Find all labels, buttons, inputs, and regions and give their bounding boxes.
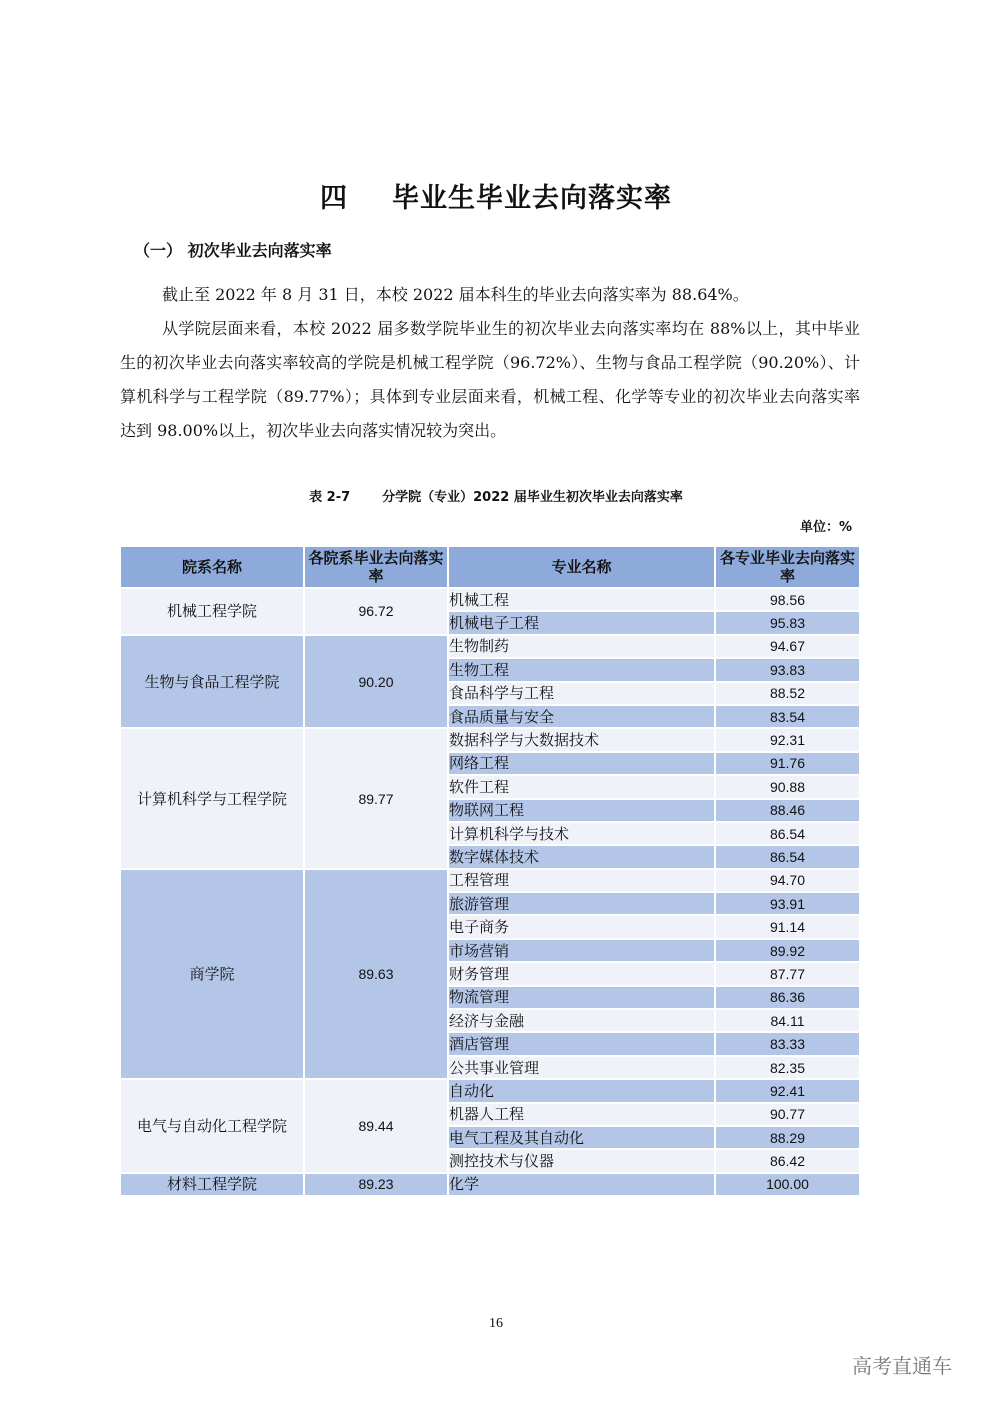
college-name: 生物与食品工程学院 (120, 635, 304, 729)
paragraph-summary: 截止至 2022 年 8 月 31 日，本校 2022 届本科生的毕业去向落实率为 88.64%。 (162, 285, 749, 304)
major-name: 软件工程 (448, 775, 715, 798)
table-row (120, 1079, 860, 1102)
header-college: 院系名称 (120, 546, 304, 588)
table-unit: 单位：% (799, 520, 852, 535)
college-rate: 89.44 (304, 1079, 448, 1173)
table-caption-title: 分学院（专业）2022 届毕业生初次毕业去向落实率 (382, 490, 683, 505)
page-number: 16 (489, 1316, 503, 1331)
header-major: 专业名称 (448, 546, 715, 588)
table-row (120, 869, 860, 892)
major-rate: 95.83 (715, 611, 860, 634)
major-name: 机械工程 (448, 588, 715, 611)
major-rate: 86.36 (715, 986, 860, 1009)
major-rate: 83.33 (715, 1032, 860, 1055)
major-name: 数字媒体技术 (448, 845, 715, 868)
major-name: 电气工程及其自动化 (448, 1126, 715, 1149)
major-rate: 93.91 (715, 892, 860, 915)
major-name: 旅游管理 (448, 892, 715, 915)
major-rate: 90.88 (715, 775, 860, 798)
major-rate: 86.42 (715, 1149, 860, 1172)
table-row (120, 728, 860, 751)
college-name: 机械工程学院 (120, 588, 304, 635)
major-rate: 89.92 (715, 939, 860, 962)
major-name: 生物制药 (448, 635, 715, 658)
major-rate: 91.76 (715, 752, 860, 775)
table-row (120, 635, 860, 658)
major-name: 市场营销 (448, 939, 715, 962)
college-rate: 90.20 (304, 635, 448, 729)
college-rate: 96.72 (304, 588, 448, 635)
major-name: 生物工程 (448, 658, 715, 681)
major-rate: 100.00 (715, 1173, 860, 1196)
chapter-heading: 毕业生毕业去向落实率 (392, 183, 672, 214)
major-rate: 93.83 (715, 658, 860, 681)
major-name: 财务管理 (448, 962, 715, 985)
major-name: 电子商务 (448, 915, 715, 938)
header-major-rate: 各专业毕业去向落实率 (715, 546, 860, 588)
major-name: 酒店管理 (448, 1032, 715, 1055)
major-name: 物流管理 (448, 986, 715, 1009)
table-body (120, 588, 860, 1196)
major-rate: 92.41 (715, 1079, 860, 1102)
major-rate: 87.77 (715, 962, 860, 985)
major-rate: 86.54 (715, 845, 860, 868)
major-name: 测控技术与仪器 (448, 1149, 715, 1172)
major-rate: 94.67 (715, 635, 860, 658)
major-name: 机械电子工程 (448, 611, 715, 634)
header-college-rate: 各院系毕业去向落实率 (304, 546, 448, 588)
major-rate: 94.70 (715, 869, 860, 892)
section-title: （一） 初次毕业去向落实率 (134, 241, 332, 260)
table-header-row (120, 546, 860, 588)
major-rate: 83.54 (715, 705, 860, 728)
placement-rate-table (119, 545, 861, 1197)
major-rate: 90.77 (715, 1103, 860, 1126)
major-name: 工程管理 (448, 869, 715, 892)
paragraph-analysis: 从学院层面来看，本校 2022 届多数学院毕业生的初次毕业去向落实率均在 88%以上，其中毕业生的初次毕业去向落实率较高的学院是机械工程学院（96.72%）、生物与食品工程学院（90.20%）、计算机科学与工程学院（89.77%）；具体到专业层面来看，机械工程、化学等专业的初次毕业去向落实率达到 98.00%以上，初次毕业去向落实情况较为突出。 (120, 319, 860, 440)
major-name: 自动化 (448, 1079, 715, 1102)
major-name: 物联网工程 (448, 799, 715, 822)
major-rate: 91.14 (715, 915, 860, 938)
table-row (120, 1173, 860, 1196)
major-name: 食品质量与安全 (448, 705, 715, 728)
table-caption (0, 486, 992, 505)
college-rate: 89.23 (304, 1173, 448, 1196)
college-name: 商学院 (120, 869, 304, 1080)
major-name: 经济与金融 (448, 1009, 715, 1032)
major-name: 数据科学与大数据技术 (448, 728, 715, 751)
major-name: 化学 (448, 1173, 715, 1196)
table-row (120, 588, 860, 611)
college-rate: 89.77 (304, 728, 448, 868)
table-caption-number: 表 2-7 (309, 490, 351, 505)
major-rate: 88.46 (715, 799, 860, 822)
major-rate: 88.29 (715, 1126, 860, 1149)
college-name: 电气与自动化工程学院 (120, 1079, 304, 1173)
college-name: 计算机科学与工程学院 (120, 728, 304, 868)
chapter-title (0, 176, 992, 215)
major-rate: 82.35 (715, 1056, 860, 1079)
major-name: 食品科学与工程 (448, 682, 715, 705)
major-rate: 88.52 (715, 682, 860, 705)
watermark: 高考直通车 (852, 1354, 952, 1378)
major-name: 网络工程 (448, 752, 715, 775)
chapter-number: 四 (320, 183, 348, 214)
major-name: 计算机科学与技术 (448, 822, 715, 845)
major-name: 机器人工程 (448, 1103, 715, 1126)
college-name: 材料工程学院 (120, 1173, 304, 1196)
major-name: 公共事业管理 (448, 1056, 715, 1079)
major-rate: 84.11 (715, 1009, 860, 1032)
major-rate: 86.54 (715, 822, 860, 845)
major-rate: 98.56 (715, 588, 860, 611)
major-rate: 92.31 (715, 728, 860, 751)
college-rate: 89.63 (304, 869, 448, 1080)
